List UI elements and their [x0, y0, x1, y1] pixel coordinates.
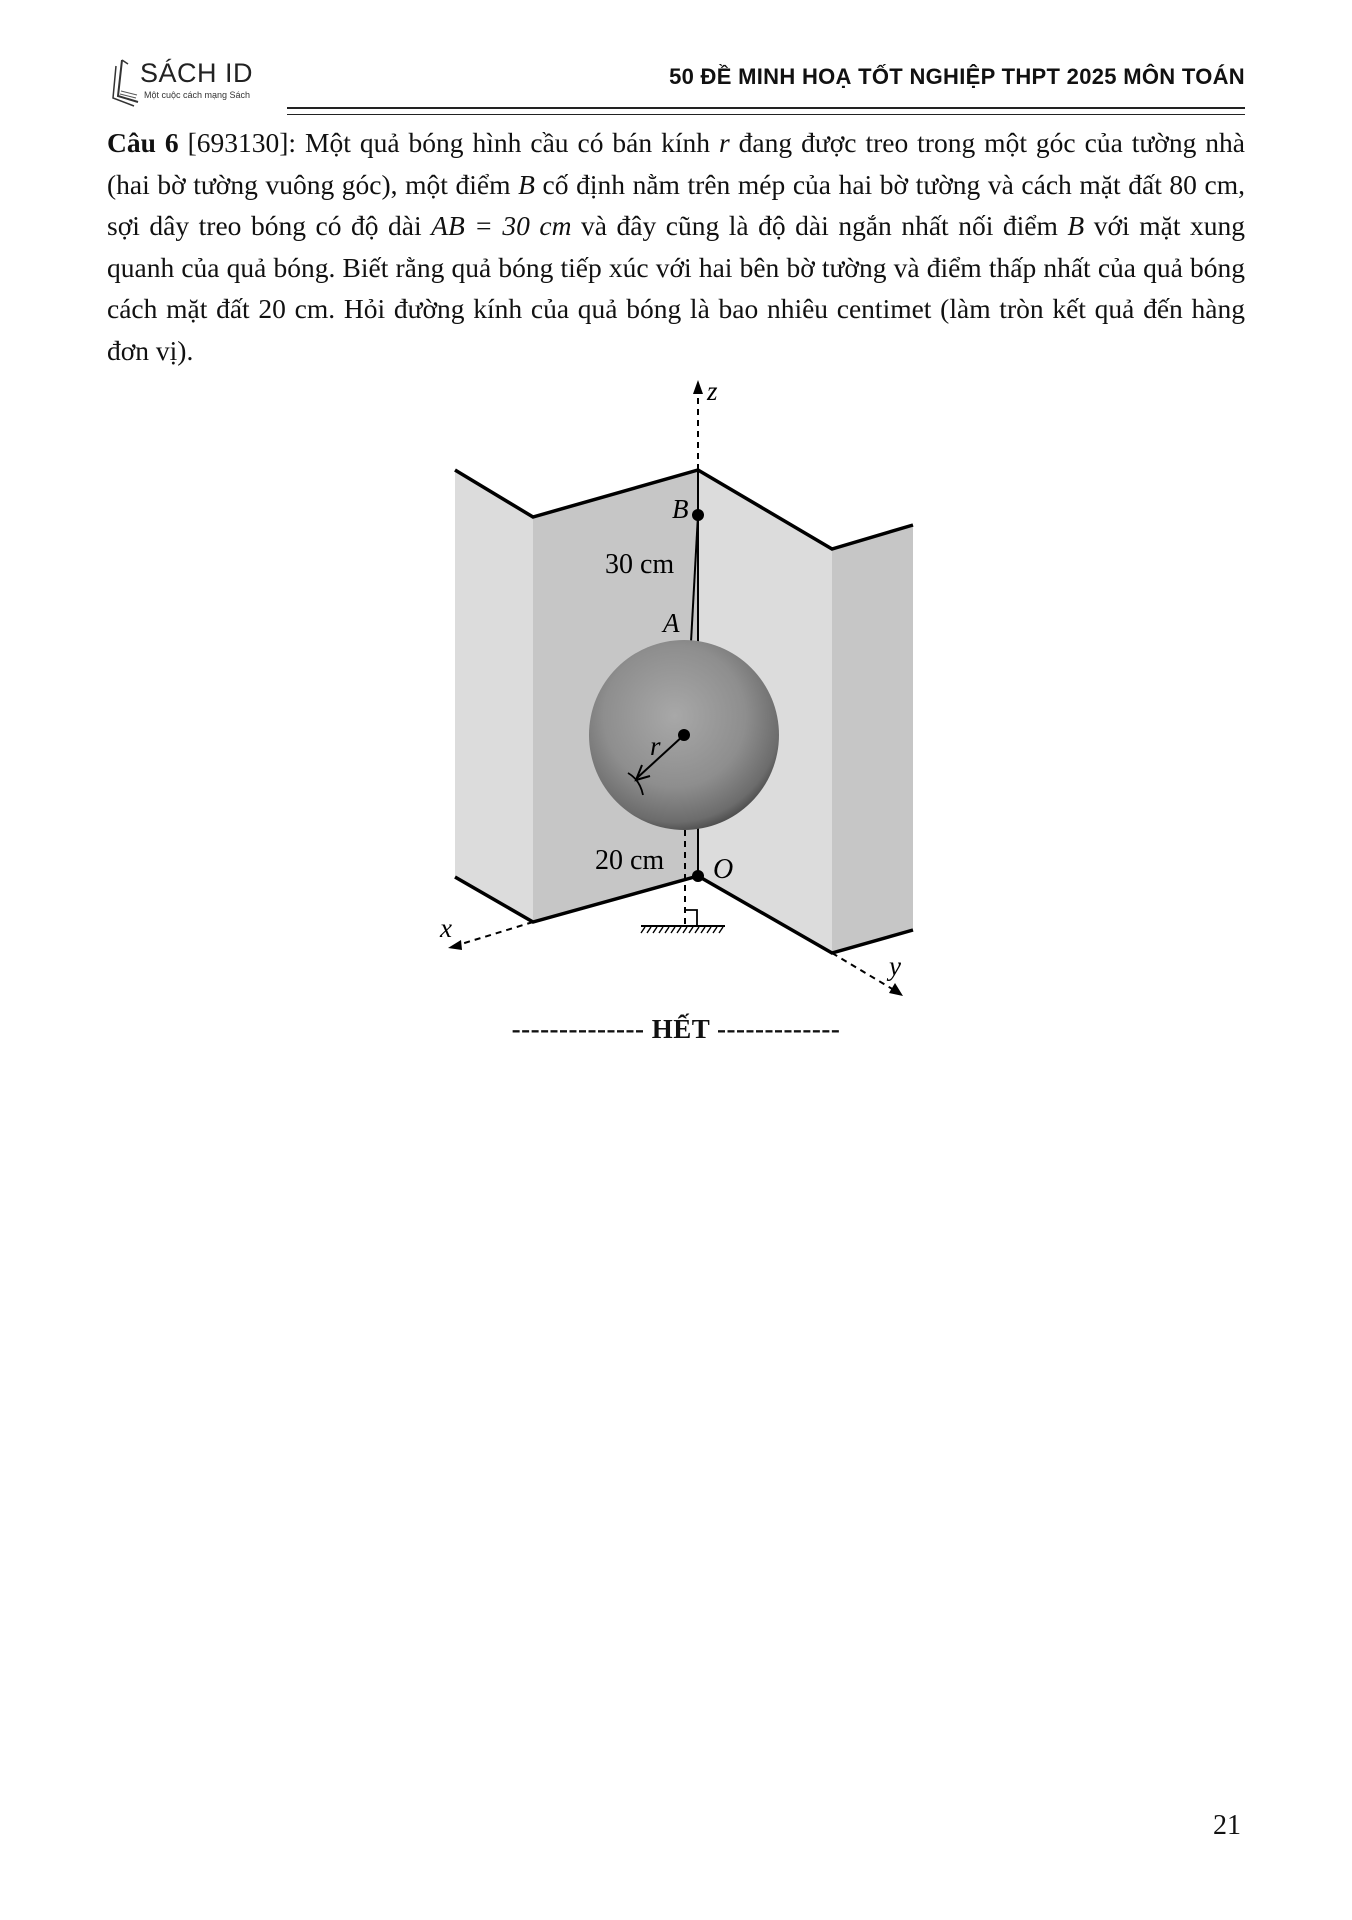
variable-B: B — [518, 168, 535, 200]
wall-panel-right-outer — [832, 525, 913, 953]
label-point-A: A — [663, 608, 680, 638]
z-axis-arrow-icon — [693, 380, 703, 394]
label-ground-distance: 20 cm — [595, 845, 665, 876]
variable-r: r — [718, 127, 730, 158]
x-axis — [458, 922, 533, 945]
formula-AB: AB = 30 cm — [431, 210, 572, 241]
question-text-part: Một quả bóng hình cầu có bán kính — [296, 127, 719, 158]
header-title: 50 ĐỀ MINH HOẠ TỐT NGHIỆP THPT 2025 MÔN TOÁN — [669, 64, 1245, 89]
y-axis — [832, 953, 894, 990]
question-text-part: với mặt xung quanh của quả bóng. Biết rằng quả bóng tiếp xúc với hai bên bờ tường và điểm thấp nhất của quả bóng cách mặt đất 20 cm. Hỏi đường kính của quả bóng là bao nhiêu centimet (làm tròn kết quả đến hàng đơn vị). — [107, 210, 1245, 366]
y-axis-arrow-icon — [889, 983, 903, 996]
question-text-part: và đây cũng là độ dài ngắn nhất nối điểm — [571, 210, 1068, 241]
ground-hatch — [641, 927, 723, 933]
label-point-O: O — [713, 854, 734, 885]
logo-brand: SÁCH ID — [140, 58, 254, 88]
label-AB-length: 30 cm — [605, 549, 675, 580]
label-point-B: B — [672, 494, 689, 524]
question-label: Câu 6 — [107, 127, 179, 158]
end-marker: -------------- HẾT ------------- — [511, 1014, 841, 1044]
question-id: [693130]: — [187, 127, 297, 158]
right-angle-mark — [685, 910, 697, 925]
question-text-part: đang được treo trong một góc của tường nhà (hai bờ tường vuông góc), một điểm — [107, 127, 1246, 200]
question-text-part: cố định nằm trên mép của hai bờ tường và cách mặt đất 80 cm, sợi dây treo bóng có độ dài — [107, 168, 1246, 241]
page-number: 21 — [1213, 1810, 1241, 1841]
logo-slogan: Một cuộc cách mạng Sách — [144, 90, 251, 100]
axis-label-x: x — [440, 913, 452, 943]
wall-panel-left-outer — [455, 470, 533, 922]
point-B — [692, 509, 704, 521]
axis-label-z: z — [707, 376, 718, 406]
point-O — [692, 870, 704, 882]
label-radius: r — [650, 731, 661, 761]
axis-label-y: y — [889, 951, 901, 981]
variable-B: B — [1067, 210, 1085, 241]
